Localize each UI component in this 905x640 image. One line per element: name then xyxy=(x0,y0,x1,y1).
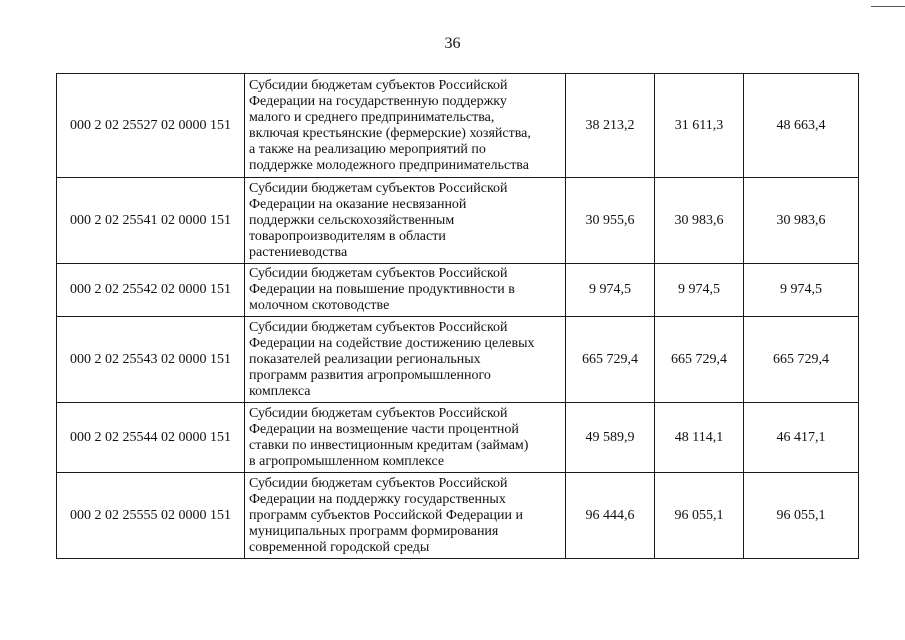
budget-code-cell: 000 2 02 25542 02 0000 151 xyxy=(57,264,245,317)
amount-cell-1: 9 974,5 xyxy=(566,264,655,317)
scan-edge-mark xyxy=(871,6,905,7)
subsidy-description-cell: Субсидии бюджетам субъектов Российской Федерации на содействие достижению целевых показателей реализации региональных программ развития агропромышленного комплекса xyxy=(245,317,566,403)
amount-cell-2: 31 611,3 xyxy=(655,74,744,178)
amount-cell-2: 48 114,1 xyxy=(655,403,744,473)
table-row xyxy=(57,403,859,473)
amount-cell-2: 9 974,5 xyxy=(655,264,744,317)
budget-subsidies-table xyxy=(56,73,859,559)
amount-cell-2: 30 983,6 xyxy=(655,178,744,264)
amount-cell-3: 9 974,5 xyxy=(744,264,859,317)
subsidy-description-cell: Субсидии бюджетам субъектов Российской Федерации на государственную поддержку малого и среднего предпринимательства, включая крестьянские (фермерские) хозяйства, а также на реализацию мероприятий по поддержке молодежного предпринимательства xyxy=(245,74,566,178)
amount-cell-1: 49 589,9 xyxy=(566,403,655,473)
amount-cell-3: 48 663,4 xyxy=(744,74,859,178)
subsidy-description-cell: Субсидии бюджетам субъектов Российской Федерации на поддержку государственных программ субъектов Российской Федерации и муниципальных программ формирования современной городской среды xyxy=(245,473,566,559)
budget-code-cell: 000 2 02 25555 02 0000 151 xyxy=(57,473,245,559)
amount-cell-1: 30 955,6 xyxy=(566,178,655,264)
budget-code-cell: 000 2 02 25544 02 0000 151 xyxy=(57,403,245,473)
budget-code-cell: 000 2 02 25543 02 0000 151 xyxy=(57,317,245,403)
page-number: 36 xyxy=(444,35,461,52)
budget-code-cell: 000 2 02 25541 02 0000 151 xyxy=(57,178,245,264)
table-row xyxy=(57,317,859,403)
table-row xyxy=(57,178,859,264)
amount-cell-1: 38 213,2 xyxy=(566,74,655,178)
amount-cell-3: 46 417,1 xyxy=(744,403,859,473)
amount-cell-3: 96 055,1 xyxy=(744,473,859,559)
table-row xyxy=(57,473,859,559)
subsidy-description-cell: Субсидии бюджетам субъектов Российской Федерации на возмещение части процентной ставки по инвестиционным кредитам (займам) в агропромышленном комплексе xyxy=(245,403,566,473)
subsidy-description-cell: Субсидии бюджетам субъектов Российской Федерации на оказание несвязанной поддержки сельскохозяйственным товаропроизводителям в области растениеводства xyxy=(245,178,566,264)
amount-cell-3: 665 729,4 xyxy=(744,317,859,403)
subsidy-description-cell: Субсидии бюджетам субъектов Российской Федерации на повышение продуктивности в молочном скотоводстве xyxy=(245,264,566,317)
amount-cell-2: 665 729,4 xyxy=(655,317,744,403)
amount-cell-3: 30 983,6 xyxy=(744,178,859,264)
table-row xyxy=(57,264,859,317)
amount-cell-2: 96 055,1 xyxy=(655,473,744,559)
amount-cell-1: 665 729,4 xyxy=(566,317,655,403)
amount-cell-1: 96 444,6 xyxy=(566,473,655,559)
budget-code-cell: 000 2 02 25527 02 0000 151 xyxy=(57,74,245,178)
table-row xyxy=(57,74,859,178)
